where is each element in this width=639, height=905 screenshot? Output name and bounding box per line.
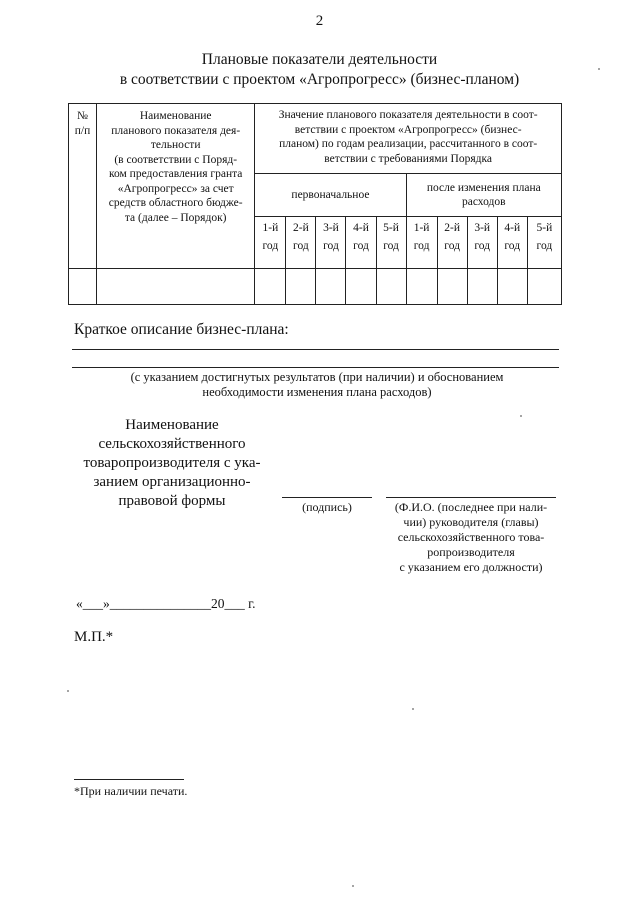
fio-line-text: с указанием его должности) xyxy=(399,560,543,574)
fio-line-text: ропроизводителя xyxy=(427,545,515,559)
producer-line: Наименование xyxy=(125,417,219,433)
scan-speck xyxy=(67,690,69,692)
document-title xyxy=(60,50,579,90)
year-header-cell xyxy=(467,217,497,269)
producer-line: правовой формы xyxy=(118,493,226,509)
fio-line-text: чии) руководителя (главы) xyxy=(403,515,539,529)
year-label: год xyxy=(536,239,553,252)
year-label: 5-й xyxy=(383,222,399,234)
year-label: 4-й xyxy=(353,222,369,234)
header-text-line: тельности xyxy=(150,139,201,151)
signature-line xyxy=(282,497,372,498)
table-cell xyxy=(467,269,497,305)
header-text-line: планом) по годам реализации, рассчитанного в соот- xyxy=(279,138,538,150)
header-text-line: (в соответствии с Поряд- xyxy=(114,153,238,166)
table-cell xyxy=(286,269,316,305)
hint-line: (с указанием достигнутых результатов (при наличии) и обоснованием xyxy=(130,370,504,384)
brief-description-hint xyxy=(74,370,560,400)
year-label: 2-й xyxy=(444,222,460,234)
title-line: Плановые показатели деятельности xyxy=(201,51,438,68)
header-text-line: планового показателя дея- xyxy=(111,124,241,137)
header-changed-group xyxy=(406,174,561,217)
header-text-line: Наименование xyxy=(139,110,212,122)
scan-speck xyxy=(412,708,414,710)
table-cell xyxy=(97,269,255,305)
year-label: 4-й xyxy=(504,222,521,234)
year-label: год xyxy=(323,239,339,252)
year-header-cell xyxy=(497,217,527,269)
table-cell xyxy=(69,269,97,305)
fio-line xyxy=(386,497,556,498)
table-cell xyxy=(437,269,467,305)
header-text-line: «Агропрогресс» за счет xyxy=(117,182,234,195)
year-header-cell xyxy=(406,217,437,269)
signature-caption: (подпись) xyxy=(302,500,352,514)
year-label: 5-й xyxy=(536,222,553,234)
page-number: 2 xyxy=(315,13,324,29)
header-text-line: средств областного бюдже- xyxy=(108,197,243,209)
producer-line: сельскохозяйственного xyxy=(98,436,246,452)
header-text-line: ком предоставления гранта xyxy=(108,168,243,180)
year-label: год xyxy=(413,239,430,252)
header-text-line: после изменения плана xyxy=(426,181,541,194)
header-plan-value-cell xyxy=(255,104,562,174)
year-header-cell xyxy=(437,217,467,269)
year-label: 2-й xyxy=(293,222,309,234)
empty-data-row xyxy=(69,269,562,305)
brief-fill-line xyxy=(72,349,559,350)
producer-line: товаропроизводителя с ука- xyxy=(83,455,261,471)
year-label: 3-й xyxy=(474,222,491,234)
year-header-cell xyxy=(286,217,316,269)
year-label: год xyxy=(504,239,521,252)
plan-indicators-table xyxy=(68,103,562,305)
year-header-cell xyxy=(255,217,286,269)
footnote: *При наличии печати. xyxy=(74,784,188,798)
table-cell xyxy=(527,269,561,305)
fio-line-text: (Ф.И.О. (последнее при нали- xyxy=(394,500,548,514)
scan-speck xyxy=(598,68,600,70)
table-cell xyxy=(376,269,406,305)
table-cell xyxy=(346,269,376,305)
brief-description-label: Краткое описание бизнес-плана: xyxy=(74,321,289,338)
table-cell xyxy=(255,269,286,305)
year-label: год xyxy=(383,239,399,252)
header-number-cell xyxy=(69,104,97,269)
header-initial-group xyxy=(255,174,406,217)
header-text-line: расходов xyxy=(461,196,506,208)
header-text-line: ветствии с требованиями Порядка xyxy=(324,152,493,165)
header-text-line: п/п xyxy=(74,124,91,137)
year-header-cell xyxy=(316,217,346,269)
producer-name-caption xyxy=(74,416,270,511)
hint-line: необходимости изменения плана расходов) xyxy=(202,385,432,399)
footnote-separator xyxy=(74,779,184,780)
year-header-cell xyxy=(346,217,376,269)
title-line: в соответствии с проектом «Агропрогресс» (бизнес-планом) xyxy=(119,71,520,88)
producer-line: занием организационно- xyxy=(93,474,251,490)
brief-fill-line xyxy=(72,367,559,368)
header-text-line: № xyxy=(77,110,89,122)
header-text-line: первоначальное xyxy=(291,188,370,201)
year-label: год xyxy=(293,239,309,252)
fio-line-text: сельскохозяйственного това- xyxy=(397,530,545,544)
year-label: 1-й xyxy=(262,222,279,234)
year-label: 3-й xyxy=(323,222,339,234)
year-label: год xyxy=(474,239,491,252)
header-text-line: Значение планового показателя деятельности в соот- xyxy=(278,109,538,121)
table-cell xyxy=(406,269,437,305)
year-label: год xyxy=(262,239,279,252)
year-label: 1-й xyxy=(413,222,430,234)
table-cell xyxy=(316,269,346,305)
scan-speck xyxy=(352,885,354,887)
year-header-cell xyxy=(527,217,561,269)
fio-caption xyxy=(386,500,556,575)
date-line: «___»_______________20___ г. xyxy=(76,596,256,611)
header-text-line: ветствии с проектом «Агропрогресс» (бизнес- xyxy=(294,123,522,136)
year-header-cell xyxy=(376,217,406,269)
scan-speck xyxy=(520,415,522,417)
year-label: год xyxy=(353,239,369,252)
header-indicator-name-cell xyxy=(97,104,255,269)
year-label: год xyxy=(444,239,460,252)
header-text-line: та (далее – Порядок) xyxy=(124,211,227,224)
table-cell xyxy=(497,269,527,305)
stamp-place-label: М.П.* xyxy=(74,629,114,645)
